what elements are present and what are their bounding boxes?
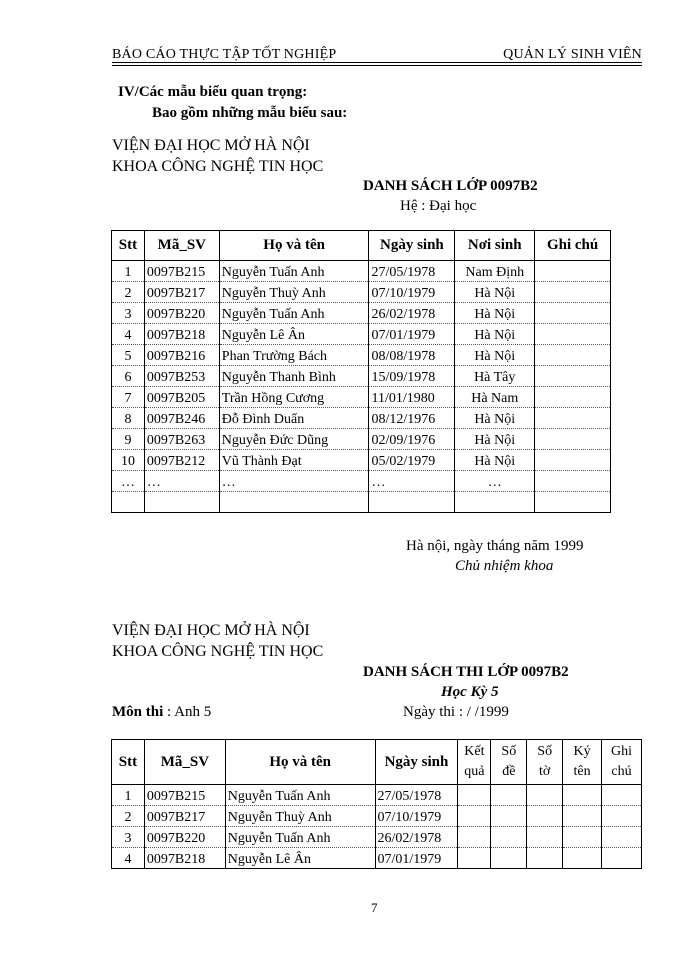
table-row — [112, 282, 611, 303]
cell-ho-ten: Nguyễn Tuấn Anh — [225, 785, 375, 806]
col-ghi-chu — [602, 740, 642, 785]
header-left: BÁO CÁO THỰC TẬP TỐT NGHIỆP — [112, 47, 337, 62]
cell-ngay-sinh: 27/05/1978 — [375, 785, 458, 806]
form2-institute: VIỆN ĐẠI HỌC MỞ HÀ NỘI — [112, 622, 310, 639]
cell-stt: 4 — [112, 848, 145, 869]
cell-so-de — [491, 827, 527, 848]
cell-so-de — [491, 806, 527, 827]
col-so-to-top: Số — [537, 744, 553, 759]
cell-ghi-chu — [602, 785, 642, 806]
form2-title: DANH SÁCH THI LỚP 0097B2 — [363, 664, 569, 680]
table-row — [112, 848, 642, 869]
table-row — [112, 492, 611, 513]
cell-ngay-sinh: 08/12/1976 — [369, 408, 455, 429]
col-ky-ten — [563, 740, 602, 785]
table-row — [112, 827, 642, 848]
form1-institute: VIỆN ĐẠI HỌC MỞ HÀ NỘI — [112, 137, 310, 154]
cell-noi-sinh: Hà Nội — [455, 282, 535, 303]
cell-ky-ten — [563, 785, 602, 806]
col-ket-qua-top: Kết — [464, 744, 485, 759]
cell-ket-qua — [458, 827, 491, 848]
cell-noi-sinh: Hà Nội — [455, 429, 535, 450]
cell-ngay-sinh: 08/08/1978 — [369, 345, 455, 366]
cell-noi-sinh: … — [455, 471, 535, 492]
col-stt: Stt — [112, 231, 145, 261]
col-so-de-top: Số — [501, 744, 517, 759]
cell-ky-ten — [563, 806, 602, 827]
cell-ghi-chu — [602, 848, 642, 869]
col-ky-ten-bottom: tên — [573, 764, 591, 779]
cell-ghi-chu — [535, 261, 611, 282]
cell-stt: 5 — [112, 345, 145, 366]
cell-ma-sv: 0097B217 — [144, 282, 219, 303]
table-row — [112, 345, 611, 366]
col-ghi-chu-bottom: chú — [611, 764, 632, 779]
form1-signer: Chủ nhiệm khoa — [455, 558, 554, 574]
cell-ma-sv: 0097B215 — [144, 785, 225, 806]
col-ho-ten: Họ và tên — [225, 740, 375, 785]
table-row — [112, 450, 611, 471]
cell-ho-ten: Nguyễn Lê Ân — [219, 324, 369, 345]
cell-ma-sv: 0097B220 — [144, 303, 219, 324]
cell-stt: 7 — [112, 387, 145, 408]
col-ngay-sinh: Ngày sinh — [375, 740, 458, 785]
table-header-row — [112, 740, 642, 785]
cell-ngay-sinh: 07/10/1979 — [369, 282, 455, 303]
subject-value: : Anh 5 — [163, 704, 212, 720]
form2-semester: Học Kỳ 5 — [441, 684, 499, 700]
cell-ghi-chu — [535, 387, 611, 408]
cell-stt: 1 — [112, 261, 145, 282]
cell-noi-sinh: Hà Nội — [455, 450, 535, 471]
cell-ma-sv: 0097B215 — [144, 261, 219, 282]
cell-stt: 8 — [112, 408, 145, 429]
col-ho-ten: Họ và tên — [219, 231, 369, 261]
cell-ghi-chu — [535, 492, 611, 513]
form1-title: DANH SÁCH LỚP 0097B2 — [363, 178, 538, 194]
col-ky-ten-top: Ký — [573, 744, 591, 759]
col-so-de-bottom: đề — [502, 764, 516, 779]
page-number: 7 — [371, 900, 378, 915]
col-noi-sinh: Nơi sinh — [455, 231, 535, 261]
col-ket-qua-bottom: quả — [464, 764, 485, 779]
form2-subject — [112, 704, 211, 721]
cell-so-de — [491, 785, 527, 806]
cell-ho-ten: Nguyễn Thuỳ Anh — [225, 806, 375, 827]
cell-so-to — [527, 848, 563, 869]
header-right: QUẢN LÝ SINH VIÊN — [503, 47, 642, 62]
col-stt: Stt — [112, 740, 145, 785]
cell-ma-sv: 0097B217 — [144, 806, 225, 827]
cell-ghi-chu — [535, 429, 611, 450]
cell-noi-sinh: Nam Định — [455, 261, 535, 282]
cell-ho-ten: Đỗ Đình Duẩn — [219, 408, 369, 429]
table-row — [112, 471, 611, 492]
cell-ghi-chu — [535, 282, 611, 303]
cell-ho-ten: Nguyễn Thanh Bình — [219, 366, 369, 387]
cell-ngay-sinh: 27/05/1978 — [369, 261, 455, 282]
cell-ho-ten — [219, 492, 369, 513]
cell-ngay-sinh: … — [369, 471, 455, 492]
cell-ghi-chu — [602, 827, 642, 848]
cell-so-de — [491, 848, 527, 869]
cell-stt: 3 — [112, 827, 145, 848]
cell-noi-sinh: Hà Tây — [455, 366, 535, 387]
cell-ghi-chu — [535, 324, 611, 345]
cell-ngay-sinh — [369, 492, 455, 513]
cell-ket-qua — [458, 785, 491, 806]
table-row — [112, 429, 611, 450]
form1-system: Hệ : Đại học — [400, 198, 477, 214]
cell-stt: 9 — [112, 429, 145, 450]
cell-ho-ten: Nguyễn Tuấn Anh — [219, 261, 369, 282]
cell-stt: 2 — [112, 806, 145, 827]
header-rule-thin — [112, 65, 642, 66]
cell-ket-qua — [458, 806, 491, 827]
cell-stt: 2 — [112, 282, 145, 303]
cell-ngay-sinh: 07/01/1979 — [369, 324, 455, 345]
table-row — [112, 408, 611, 429]
cell-stt — [112, 492, 145, 513]
cell-ngay-sinh: 02/09/1976 — [369, 429, 455, 450]
cell-ngay-sinh: 07/01/1979 — [375, 848, 458, 869]
cell-ngay-sinh: 15/09/1978 — [369, 366, 455, 387]
cell-ket-qua — [458, 848, 491, 869]
cell-noi-sinh: Hà Nội — [455, 324, 535, 345]
cell-ho-ten: Trần Hồng Cương — [219, 387, 369, 408]
cell-so-to — [527, 827, 563, 848]
col-ket-qua — [458, 740, 491, 785]
col-ngay-sinh: Ngày sinh — [369, 231, 455, 261]
cell-ngay-sinh: 07/10/1979 — [375, 806, 458, 827]
form1-place-date: Hà nội, ngày tháng năm 1999 — [406, 538, 584, 554]
table-header-row — [112, 231, 611, 261]
table-row — [112, 785, 642, 806]
cell-ho-ten: Nguyễn Đức Dũng — [219, 429, 369, 450]
form2-exam-date: Ngày thi : / /1999 — [403, 704, 509, 720]
cell-ho-ten: Vũ Thành Đạt — [219, 450, 369, 471]
cell-ma-sv: 0097B253 — [144, 366, 219, 387]
table-row — [112, 366, 611, 387]
cell-ghi-chu — [535, 366, 611, 387]
cell-ma-sv: 0097B212 — [144, 450, 219, 471]
section-subtitle: Bao gồm những mẫu biểu sau: — [152, 105, 348, 121]
cell-stt: 4 — [112, 324, 145, 345]
cell-ngay-sinh: 26/02/1978 — [375, 827, 458, 848]
cell-ma-sv: 0097B263 — [144, 429, 219, 450]
table-row — [112, 387, 611, 408]
cell-ky-ten — [563, 827, 602, 848]
cell-noi-sinh: Hà Nội — [455, 408, 535, 429]
form1-faculty: KHOA CÔNG NGHỆ TIN HỌC — [112, 158, 324, 175]
exam-list-table — [111, 739, 642, 869]
cell-ky-ten — [563, 848, 602, 869]
cell-stt: … — [112, 471, 145, 492]
cell-noi-sinh — [455, 492, 535, 513]
cell-ho-ten: Nguyễn Tuấn Anh — [219, 303, 369, 324]
col-ma-sv: Mã_SV — [144, 231, 219, 261]
cell-ma-sv: … — [144, 471, 219, 492]
col-so-de — [491, 740, 527, 785]
cell-so-to — [527, 806, 563, 827]
subject-label: Môn thi — [112, 704, 164, 720]
cell-ma-sv: 0097B218 — [144, 848, 225, 869]
cell-ghi-chu — [535, 408, 611, 429]
col-so-to — [527, 740, 563, 785]
cell-noi-sinh: Hà Nội — [455, 345, 535, 366]
cell-ho-ten: Nguyễn Thuỳ Anh — [219, 282, 369, 303]
cell-ma-sv: 0097B216 — [144, 345, 219, 366]
cell-ngay-sinh: 11/01/1980 — [369, 387, 455, 408]
table-row — [112, 261, 611, 282]
cell-ma-sv: 0097B220 — [144, 827, 225, 848]
header-rule — [112, 62, 642, 63]
cell-noi-sinh: Hà Nam — [455, 387, 535, 408]
cell-stt: 6 — [112, 366, 145, 387]
cell-ngay-sinh: 26/02/1978 — [369, 303, 455, 324]
cell-stt: 3 — [112, 303, 145, 324]
cell-stt: 1 — [112, 785, 145, 806]
table-row — [112, 806, 642, 827]
cell-ho-ten: … — [219, 471, 369, 492]
class-list-table — [111, 230, 611, 513]
cell-so-to — [527, 785, 563, 806]
col-ma-sv: Mã_SV — [144, 740, 225, 785]
cell-ghi-chu — [535, 450, 611, 471]
cell-ghi-chu — [535, 345, 611, 366]
cell-noi-sinh: Hà Nội — [455, 303, 535, 324]
cell-ho-ten: Nguyễn Lê Ân — [225, 848, 375, 869]
cell-ma-sv: 0097B205 — [144, 387, 219, 408]
col-ghi-chu-top: Ghi — [611, 744, 632, 759]
col-ghi-chu: Ghi chú — [535, 231, 611, 261]
cell-ngay-sinh: 05/02/1979 — [369, 450, 455, 471]
table-row — [112, 303, 611, 324]
cell-ma-sv: 0097B246 — [144, 408, 219, 429]
cell-ghi-chu — [535, 303, 611, 324]
cell-ma-sv — [144, 492, 219, 513]
table-row — [112, 324, 611, 345]
cell-ho-ten: Nguyễn Tuấn Anh — [225, 827, 375, 848]
cell-ghi-chu — [602, 806, 642, 827]
cell-stt: 10 — [112, 450, 145, 471]
col-so-to-bottom: tờ — [539, 764, 551, 779]
section-heading: IV/Các mẫu biểu quan trọng: — [118, 84, 308, 100]
cell-ho-ten: Phan Trường Bách — [219, 345, 369, 366]
cell-ghi-chu — [535, 471, 611, 492]
form2-faculty: KHOA CÔNG NGHỆ TIN HỌC — [112, 643, 324, 660]
cell-ma-sv: 0097B218 — [144, 324, 219, 345]
